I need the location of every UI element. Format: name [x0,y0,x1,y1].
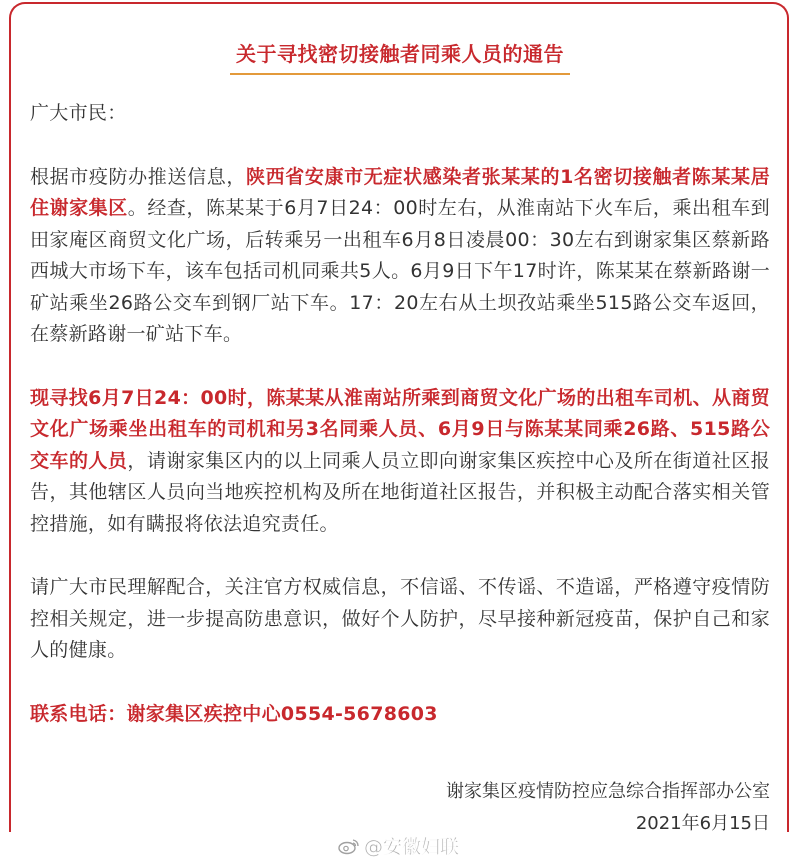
watermark-text: @安徽妇联 [364,836,460,858]
paragraph-1-highlight: 陕西省安康市无症状感染者张某某的1名密切接触者陈某某居住谢家集区 [30,165,770,219]
page-title: 关于寻找密切接触者同乘人员的通告 [230,38,570,75]
paragraph-1-details: 。经查，陈某某于6月7日24：00时左右，从淮南站下火车后，乘出租车到田家庵区商贸文化广场，后转乘另一出租车6月8日凌晨00：30左右到谢家集区蔡新路西城大市场下车，该车包括司机同乘共5人。6月9日下午17时许，陈某某在蔡新路谢一矿站乘坐26路公交车到钢厂站下车。17：20左右从土坝孜站乘坐515路公交车返回，在蔡新路谢一矿站下车。 [30,197,770,345]
paragraph-2-details: ，请谢家集区内的以上同乘人员立即向谢家集区疾控中心及所在街道社区报告，其他辖区人员向当地疾控机构及所在地街道社区报告，并积极主动配合落实相关管控措施，如有瞒报将依法追究责任。 [30,449,770,535]
watermark [338,832,459,859]
signature-org: 谢家集区疫情防控应急综合指挥部办公室 [446,781,770,802]
paragraph-2-highlight: 现寻找6月7日24：00时，陈某某从淮南站所乘到商贸文化广场的出租车司机、从商贸文化广场乘坐出租车的司机和另3名同乘人员、6月9日与陈某某同乘26路、515路公交车的人员 [30,386,770,472]
paragraph-2 [30,383,770,541]
signature-block [446,776,770,839]
greeting: 广大市民： [30,102,127,124]
signature-date: 2021年6月15日 [635,812,770,834]
paragraph-1-intro: 根据市疫防办推送信息， [30,165,246,188]
notice-body [30,98,770,730]
contact-phone: 联系电话：谢家集区疾控中心0554-5678603 [30,702,438,725]
weibo-icon [338,837,360,855]
paragraph-1 [30,162,770,351]
title-container [0,38,800,75]
paragraph-3: 请广大市民理解配合，关注官方权威信息，不信谣、不传谣、不造谣，严格遵守疫情防控相关规定，进一步提高防患意识，做好个人防护，尽早接种新冠疫苗，保护自己和家人的健康。 [30,576,770,661]
